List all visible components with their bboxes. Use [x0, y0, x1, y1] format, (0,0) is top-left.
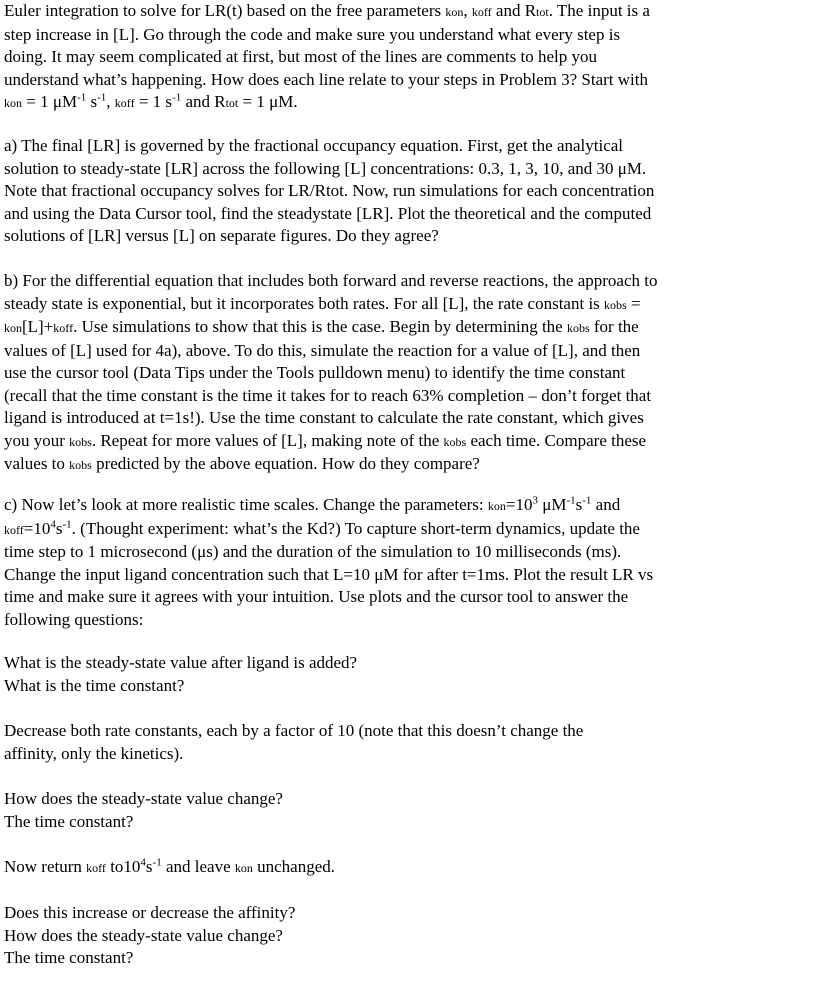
part-a-line: solutions of [LR] versus [L] on separate figures. Do they agree? [4, 226, 439, 245]
part-b-line: values of [L] used for 4a), above. To do this, simulate the reaction for a value of [L], and then [4, 340, 641, 360]
part-b-line: values to kobs predicted by the above equation. How do they compare? [4, 454, 480, 473]
return-koff-paragraph [4, 856, 832, 880]
part-c-line: following questions: [4, 609, 144, 629]
part-a-line: solution to steady-state [LR] across the following [L] concentrations: 0.3, 1, 3, 10, and 30 μM. [4, 158, 647, 178]
intro-line: kon = 1 $\mu M^{-1}$ $s^{-1}$, koff = 1 $s^{-1}$ and Rtot = 1 μM. [4, 91, 298, 111]
question-line: Does this increase or decrease the affinity? [4, 903, 296, 922]
part-b-line: (recall that the time constant is the time it takes for to reach 63% completion – don’t forget that [4, 385, 652, 405]
part-a-line: a) The final [LR] is governed by the fractional occupancy equation. First, get the analytical [4, 136, 624, 155]
part-b-line: ligand is introduced at t=1s!). Use the time constant to calculate the rate constant, which gives [4, 408, 644, 427]
part-a-paragraph [4, 135, 832, 248]
question-line: How does the steady-state value change? [4, 789, 283, 808]
part-c-paragraph [4, 494, 832, 631]
part-a-line: Note that fractional occupancy solves for LR/Rtot. Now, run simulations for each concentration [4, 181, 655, 200]
question-line: How does the steady-state value change? [4, 925, 283, 945]
question-line: The time constant? [4, 948, 134, 967]
part-c-line: time and make sure it agrees with your intuition. Use plots and the cursor tool to answer the [4, 587, 629, 606]
questions-affinity [4, 902, 832, 970]
part-c-line: $koff=10^4s^{-1}$. (Thought experiment: what’s the Kd?) To capture short-term dynamics, update the [4, 517, 640, 538]
intro-line: step increase in [L]. Go through the code and make sure you understand what every step is [4, 24, 621, 44]
questions-after-decrease [4, 788, 832, 833]
question-line: What is the steady-state value after ligand is added? [4, 653, 358, 672]
part-b-paragraph [4, 270, 832, 477]
instruction-line: Decrease both rate constants, each by a factor of 10 (note that this doesn’t change the [4, 721, 584, 740]
part-a-line: and using the Data Cursor tool, find the steadystate [LR]. Plot the theoretical and the computed [4, 203, 652, 223]
part-c-line: time step to 1 microsecond (μs) and the duration of the simulation to 10 milliseconds (ms). [4, 542, 622, 561]
part-c-line: c) Now let’s look at more realistic time scales. Change the parameters: $kon=10^3$ $\mu M^{-1}s^{-1}$ and [4, 494, 621, 514]
intro-line: doing. It may seem complicated at first, but most of the lines are comments to help you [4, 47, 597, 66]
questions-steady-state [4, 652, 832, 697]
part-b-line: steady state is exponential, but it incorporates both rates. For all [L], the rate constant is kobs = [4, 293, 641, 313]
part-c-line: Change the input ligand concentration such that L=10 μM for after t=1ms. Plot the result LR vs [4, 564, 654, 584]
question-line: The time constant? [4, 811, 134, 831]
intro-line: understand what’s happening. How does each line relate to your steps in Problem 3? Start with [4, 69, 648, 89]
instruction-line: Now return koff $to10^4s^{-1}$ and leave kon unchanged. [4, 856, 336, 876]
instruction-line: affinity, only the kinetics). [4, 743, 184, 763]
question-line: What is the time constant? [4, 675, 185, 695]
part-b-line: kon[L]+koff. Use simulations to show that this is the case. Begin by determining the kobs for the [4, 317, 639, 336]
intro-line: Euler integration to solve for LR(t) based on the free parameters kon, koff and Rtot. The input is a [4, 1, 650, 20]
intro-paragraph [4, 0, 832, 115]
decrease-rates-paragraph [4, 720, 832, 765]
part-b-line: b) For the differential equation that includes both forward and reverse reactions, the approach to [4, 271, 658, 290]
part-b-line: you your kobs. Repeat for more values of [L], making note of the kobs each time. Compare these [4, 430, 647, 450]
part-b-line: use the cursor tool (Data Tips under the Tools pulldown menu) to identify the time constant [4, 363, 626, 382]
